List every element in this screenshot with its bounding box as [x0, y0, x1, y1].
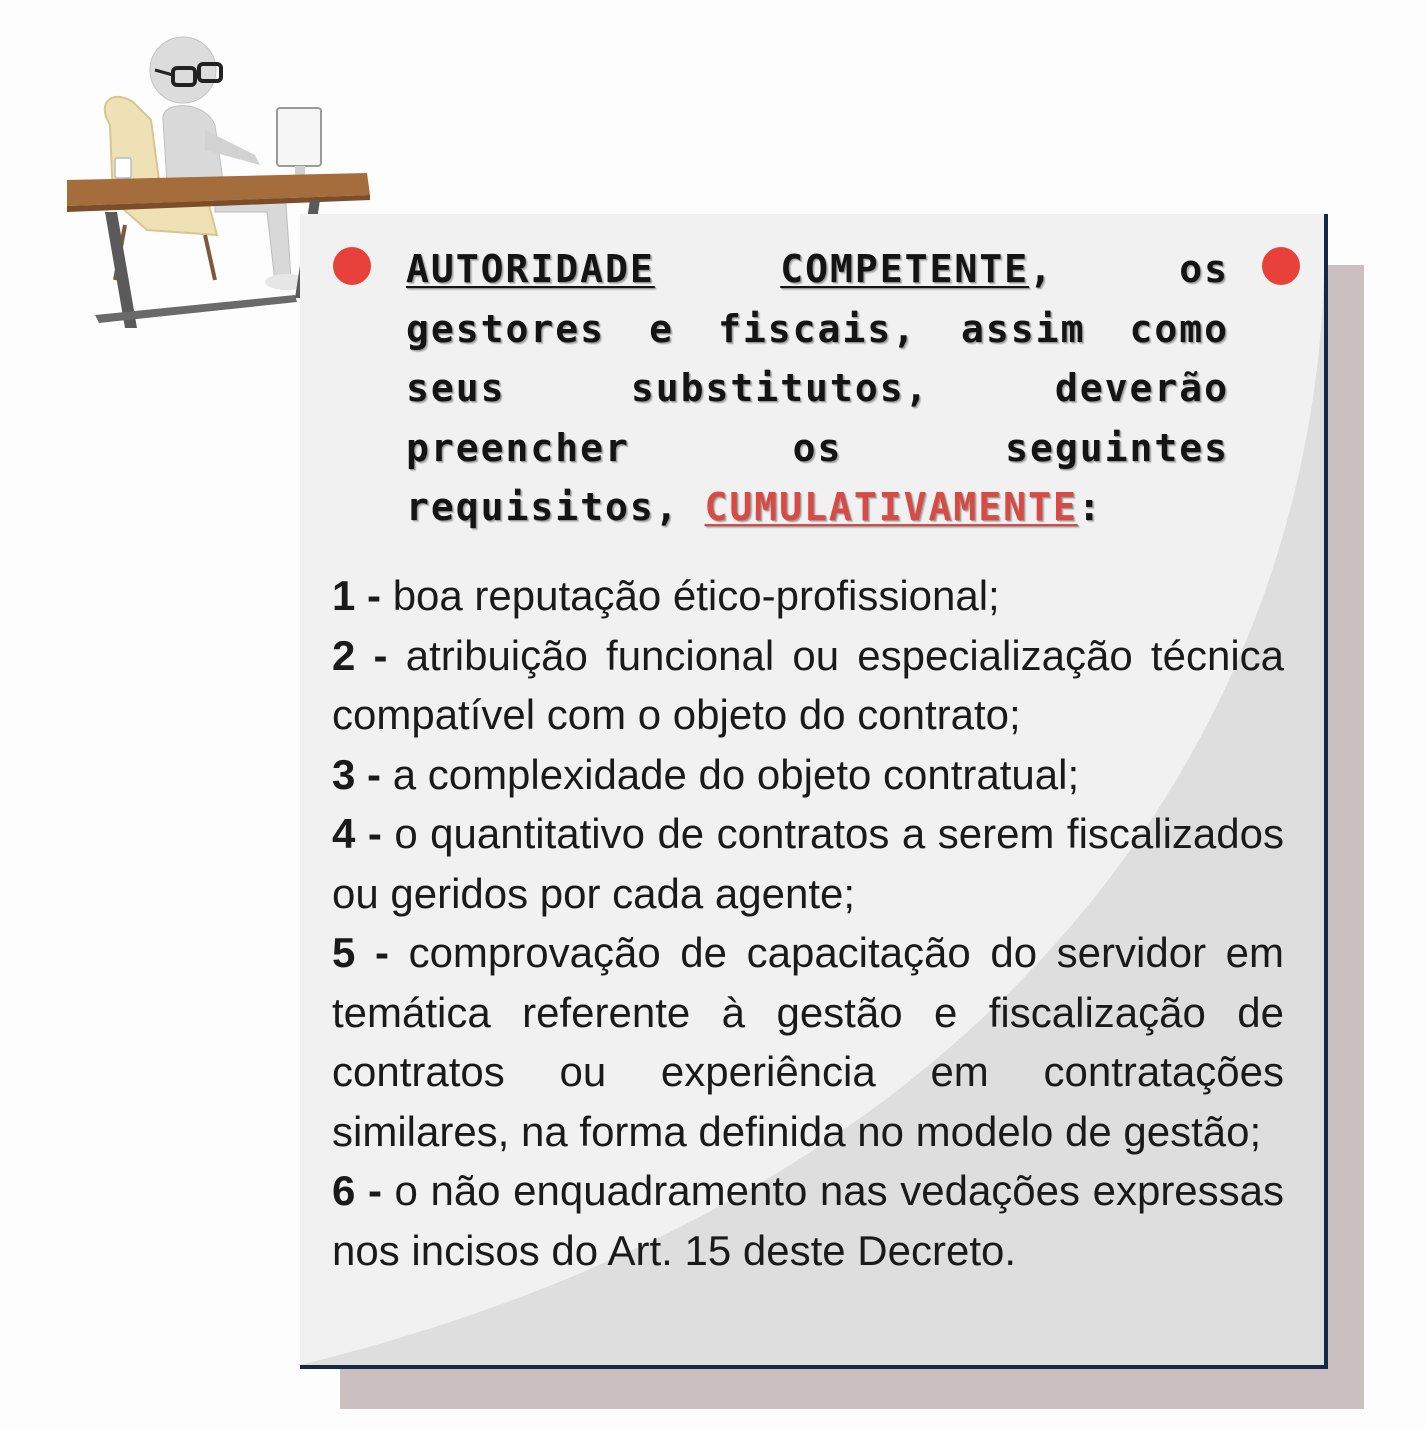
requirements-list — [332, 566, 1284, 1280]
requirement-number: 3 - — [332, 750, 382, 798]
requirement-number: 4 - — [332, 810, 382, 857]
requirements-card — [300, 214, 1328, 1369]
requirement-item — [332, 923, 1284, 1161]
requirement-number: 1 - — [332, 572, 382, 619]
requirement-text: o quantitativo de contratos a serem fiscalizados ou geridos por cada agente; — [332, 810, 1284, 917]
requirement-item — [332, 804, 1284, 923]
requirement-text: boa reputação ético-profissional; — [392, 572, 1000, 619]
requirement-item — [332, 745, 1284, 805]
requirement-number: 5 - — [332, 929, 389, 976]
heading-body-text: , os gestores e fiscais, assim como seus substitutos, deverão preencher os seguintes requisitos, — [406, 247, 1229, 529]
requirement-text: comprovação de capacitação do servidor em temática referente à gestão e fiscalização de contratos ou experiência em contratações similares, na forma definida no modelo de gestão; — [332, 929, 1285, 1155]
requirement-text: atribuição funcional ou especialização técnica compatível com o objeto do contrato; — [332, 631, 1285, 738]
bullet-dot-right — [1262, 247, 1300, 285]
requirement-number: 6 - — [332, 1167, 382, 1214]
requirement-text: o não enquadramento nas vedações expressas nos incisos do Art. 15 deste Decreto. — [332, 1167, 1285, 1274]
bullet-dot-left — [333, 247, 371, 285]
requirement-text: a complexidade do objeto contratual; — [392, 750, 1080, 798]
heading-cumulativamente: CUMULATIVAMENTE — [704, 485, 1078, 529]
requirement-item — [332, 626, 1284, 745]
requirement-item — [332, 1161, 1284, 1280]
requirement-number: 2 - — [332, 631, 388, 679]
heading-autoridade: AUTORIDADE — [406, 247, 655, 291]
requirement-item — [332, 566, 1284, 626]
heading-competente: COMPETENTE — [780, 247, 1029, 291]
heading-colon: : — [1077, 485, 1103, 529]
card-heading — [406, 240, 1229, 538]
